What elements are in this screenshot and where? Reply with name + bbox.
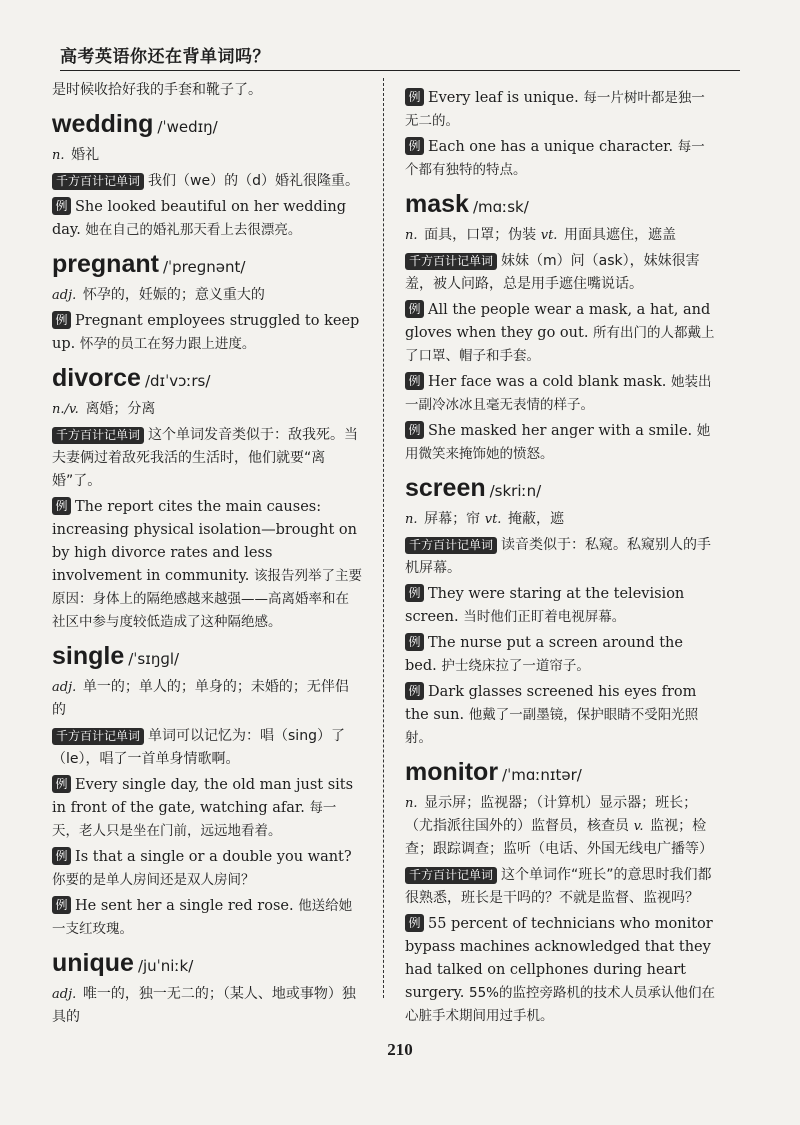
example-zh: 每一片树叶都是独一无二的。 — [405, 90, 705, 129]
example-en: They were staring at the television screen. — [405, 586, 685, 625]
headword: monitor — [405, 758, 499, 786]
mnemonic-tag: 千方百计记单词 — [52, 728, 144, 745]
left-column — [52, 78, 362, 1032]
part-of-speech: n. — [52, 148, 65, 163]
example-badge: 例 — [405, 372, 424, 390]
example-en: She masked her anger with a smile. — [428, 423, 693, 439]
header-title: 高考英语你还在背单词吗？ — [60, 47, 270, 67]
headword: screen — [405, 474, 486, 502]
part-of-speech: n. — [405, 796, 418, 811]
definition-2: 监视；检查；跟踪调查；监听（电话、外国无线电广播等） — [405, 818, 713, 857]
headword: unique — [52, 949, 134, 977]
entry-wedding — [52, 110, 362, 142]
example-zh: 该报告列举了主要原因：身体上的隔绝感越来越强——高离婚率和在社区中参与度较低造成了这种隔绝感。 — [52, 568, 362, 630]
part-of-speech-2: vt. — [484, 512, 502, 527]
example-en: Her face was a cold blank mask. — [428, 374, 667, 390]
example-badge: 例 — [52, 775, 71, 793]
entry-screen — [405, 474, 717, 506]
part-of-speech-2: v. — [633, 819, 644, 834]
example-badge: 例 — [52, 197, 71, 215]
headword: wedding — [52, 110, 154, 138]
part-of-speech: n. — [405, 228, 418, 243]
example-en: Is that a single or a double you want? — [75, 849, 352, 865]
part-of-speech: adj. — [52, 680, 77, 695]
entry-mask — [405, 190, 717, 222]
example-en: All the people wear a mask, a hat, and gloves when they go out. — [405, 302, 711, 341]
example-en: The report cites the main causes: increasing physical isolation—brought on by high divorce rates and less involvement in community. — [52, 499, 357, 584]
example-zh: 他戴了一副墨镜，保护眼睛不受阳光照射。 — [405, 707, 699, 746]
header-rule — [60, 70, 740, 71]
headword: single — [52, 642, 125, 670]
example-zh: 每一天，老人只是坐在门前，远远地看着。 — [52, 800, 337, 839]
definition: 唯一的，独一无二的；（某人、地或事物）独具的 — [52, 986, 356, 1025]
definition: 单一的；单人的；单身的；未婚的；无伴侣的 — [52, 679, 349, 718]
phonetic: /mɑːsk/ — [472, 198, 529, 216]
entry-divorce — [52, 364, 362, 396]
example-badge: 例 — [405, 914, 424, 932]
definition: 离婚；分离 — [85, 401, 156, 417]
example-zh: 每一个都有独特的特点。 — [405, 139, 705, 178]
example-zh: 她装出一副冷冰冰且毫无表情的样子。 — [405, 374, 712, 413]
definition: 面具，口罩；伪装 — [424, 227, 537, 243]
example-badge: 例 — [52, 896, 71, 914]
phonetic: /juˈniːk/ — [137, 957, 194, 975]
example-badge: 例 — [52, 311, 71, 329]
right-column — [405, 86, 717, 1031]
page-number: 210 — [387, 1040, 413, 1059]
example-en: Each one has a unique character. — [428, 139, 674, 155]
definition-2: 掩蔽，遮 — [508, 511, 565, 527]
example-en: Dark glasses screened his eyes from the sun. — [405, 684, 697, 723]
part-of-speech: n. — [405, 512, 418, 527]
example-en: He sent her a single red rose. — [75, 898, 294, 914]
example-en: 55 percent of technicians who monitor bypass machines acknowledged that they had talked on cellphones during heart surgery. — [405, 916, 713, 1001]
entry-pregnant — [52, 250, 362, 282]
example-zh: 55%的监控旁路机的技术人员承认他们在心脏手术期间用过手机。 — [405, 985, 716, 1024]
example-badge: 例 — [405, 682, 424, 700]
mnemonic-tag: 千方百计记单词 — [52, 427, 144, 444]
part-of-speech-2: vt. — [540, 228, 558, 243]
example-badge: 例 — [52, 847, 71, 865]
example-badge: 例 — [52, 497, 71, 515]
example-en: The nurse put a screen around the bed. — [405, 635, 683, 674]
headword: mask — [405, 190, 469, 218]
mnemonic-text: 妹妹（m）问（ask），妹妹很害羞，被人问路，总是用手遮住嘴说话。 — [405, 253, 700, 292]
example-zh: 护士绕床拉了一道帘子。 — [441, 658, 590, 674]
mnemonic-text: 这个单词发音类似于：敌我死。当夫妻俩过着敌死我活的生活时，他们就要“离婚”了。 — [52, 427, 359, 489]
definition: 怀孕的，妊娠的；意义重大的 — [82, 287, 265, 303]
entry-monitor — [405, 758, 717, 790]
mnemonic-text: 读音类似于：私窥。私窥别人的手机屏幕。 — [405, 537, 712, 576]
definition: 婚礼 — [71, 147, 100, 163]
definition: 屏幕；帘 — [424, 511, 481, 527]
definition: 显示屏；监视器；（计算机）显示器；班长；（尤指派往国外的）监督员，核查员 — [405, 795, 698, 834]
mnemonic-text: 单词可以记忆为：唱（sing）了（le），唱了一首单身情歌啊。 — [52, 728, 345, 767]
part-of-speech: adj. — [52, 987, 77, 1002]
mnemonic-text: 我们（we）的（d）婚礼很隆重。 — [148, 173, 359, 189]
definition-2: 用面具遮住，遮盖 — [564, 227, 677, 243]
headword: pregnant — [52, 250, 159, 278]
example-zh: 你要的是单人房间还是双人房间？ — [52, 872, 255, 888]
mnemonic-tag: 千方百计记单词 — [405, 253, 497, 270]
page-header — [60, 42, 740, 72]
example-zh: 她用微笑来掩饰她的愤怒。 — [405, 423, 711, 462]
mnemonic-tag: 千方百计记单词 — [52, 173, 144, 190]
phonetic: /ˈwedɪŋ/ — [157, 118, 218, 136]
entry-single — [52, 642, 362, 674]
part-of-speech: adj. — [52, 288, 77, 303]
mnemonic-tag: 千方百计记单词 — [405, 537, 497, 554]
example-zh: 所有出门的人都戴上了口罩、帽子和手套。 — [405, 325, 715, 364]
example-en: She looked beautiful on her wedding day. — [52, 199, 347, 238]
phonetic: /skriːn/ — [489, 482, 542, 500]
example-en: Pregnant employees struggled to keep up. — [52, 313, 360, 352]
example-zh: 怀孕的员工在努力跟上进度。 — [79, 336, 256, 352]
phonetic: /dɪˈvɔːrs/ — [144, 372, 211, 390]
phonetic: /ˈpreɡnənt/ — [162, 258, 246, 276]
headword: divorce — [52, 364, 141, 392]
phonetic: /ˈsɪŋɡl/ — [128, 650, 180, 668]
example-zh: 当时他们正盯着电视屏幕。 — [463, 609, 626, 625]
phonetic: /ˈmɑːnɪtər/ — [502, 766, 582, 784]
mnemonic-text: 这个单词作“班长”的意思时我们都很熟悉，班长是干吗的？不就是监督、监视吗？ — [405, 867, 712, 906]
example-badge: 例 — [405, 88, 424, 106]
example-badge: 例 — [405, 633, 424, 651]
continued-line: 是时候收拾好我的手套和靴子了。 — [52, 82, 262, 98]
example-badge: 例 — [405, 584, 424, 602]
example-badge: 例 — [405, 137, 424, 155]
part-of-speech: n./v. — [52, 402, 79, 417]
example-badge: 例 — [405, 421, 424, 439]
example-badge: 例 — [405, 300, 424, 318]
example-en: Every single day, the old man just sits in front of the gate, watching afar. — [52, 777, 354, 816]
mnemonic-tag: 千方百计记单词 — [405, 867, 497, 884]
example-zh: 他送给她一支红玫瑰。 — [52, 898, 353, 937]
column-divider — [383, 78, 384, 998]
example-en: Every leaf is unique. — [428, 90, 579, 106]
example-zh: 她在自己的婚礼那天看上去很漂亮。 — [85, 222, 302, 238]
entry-unique — [52, 949, 362, 981]
